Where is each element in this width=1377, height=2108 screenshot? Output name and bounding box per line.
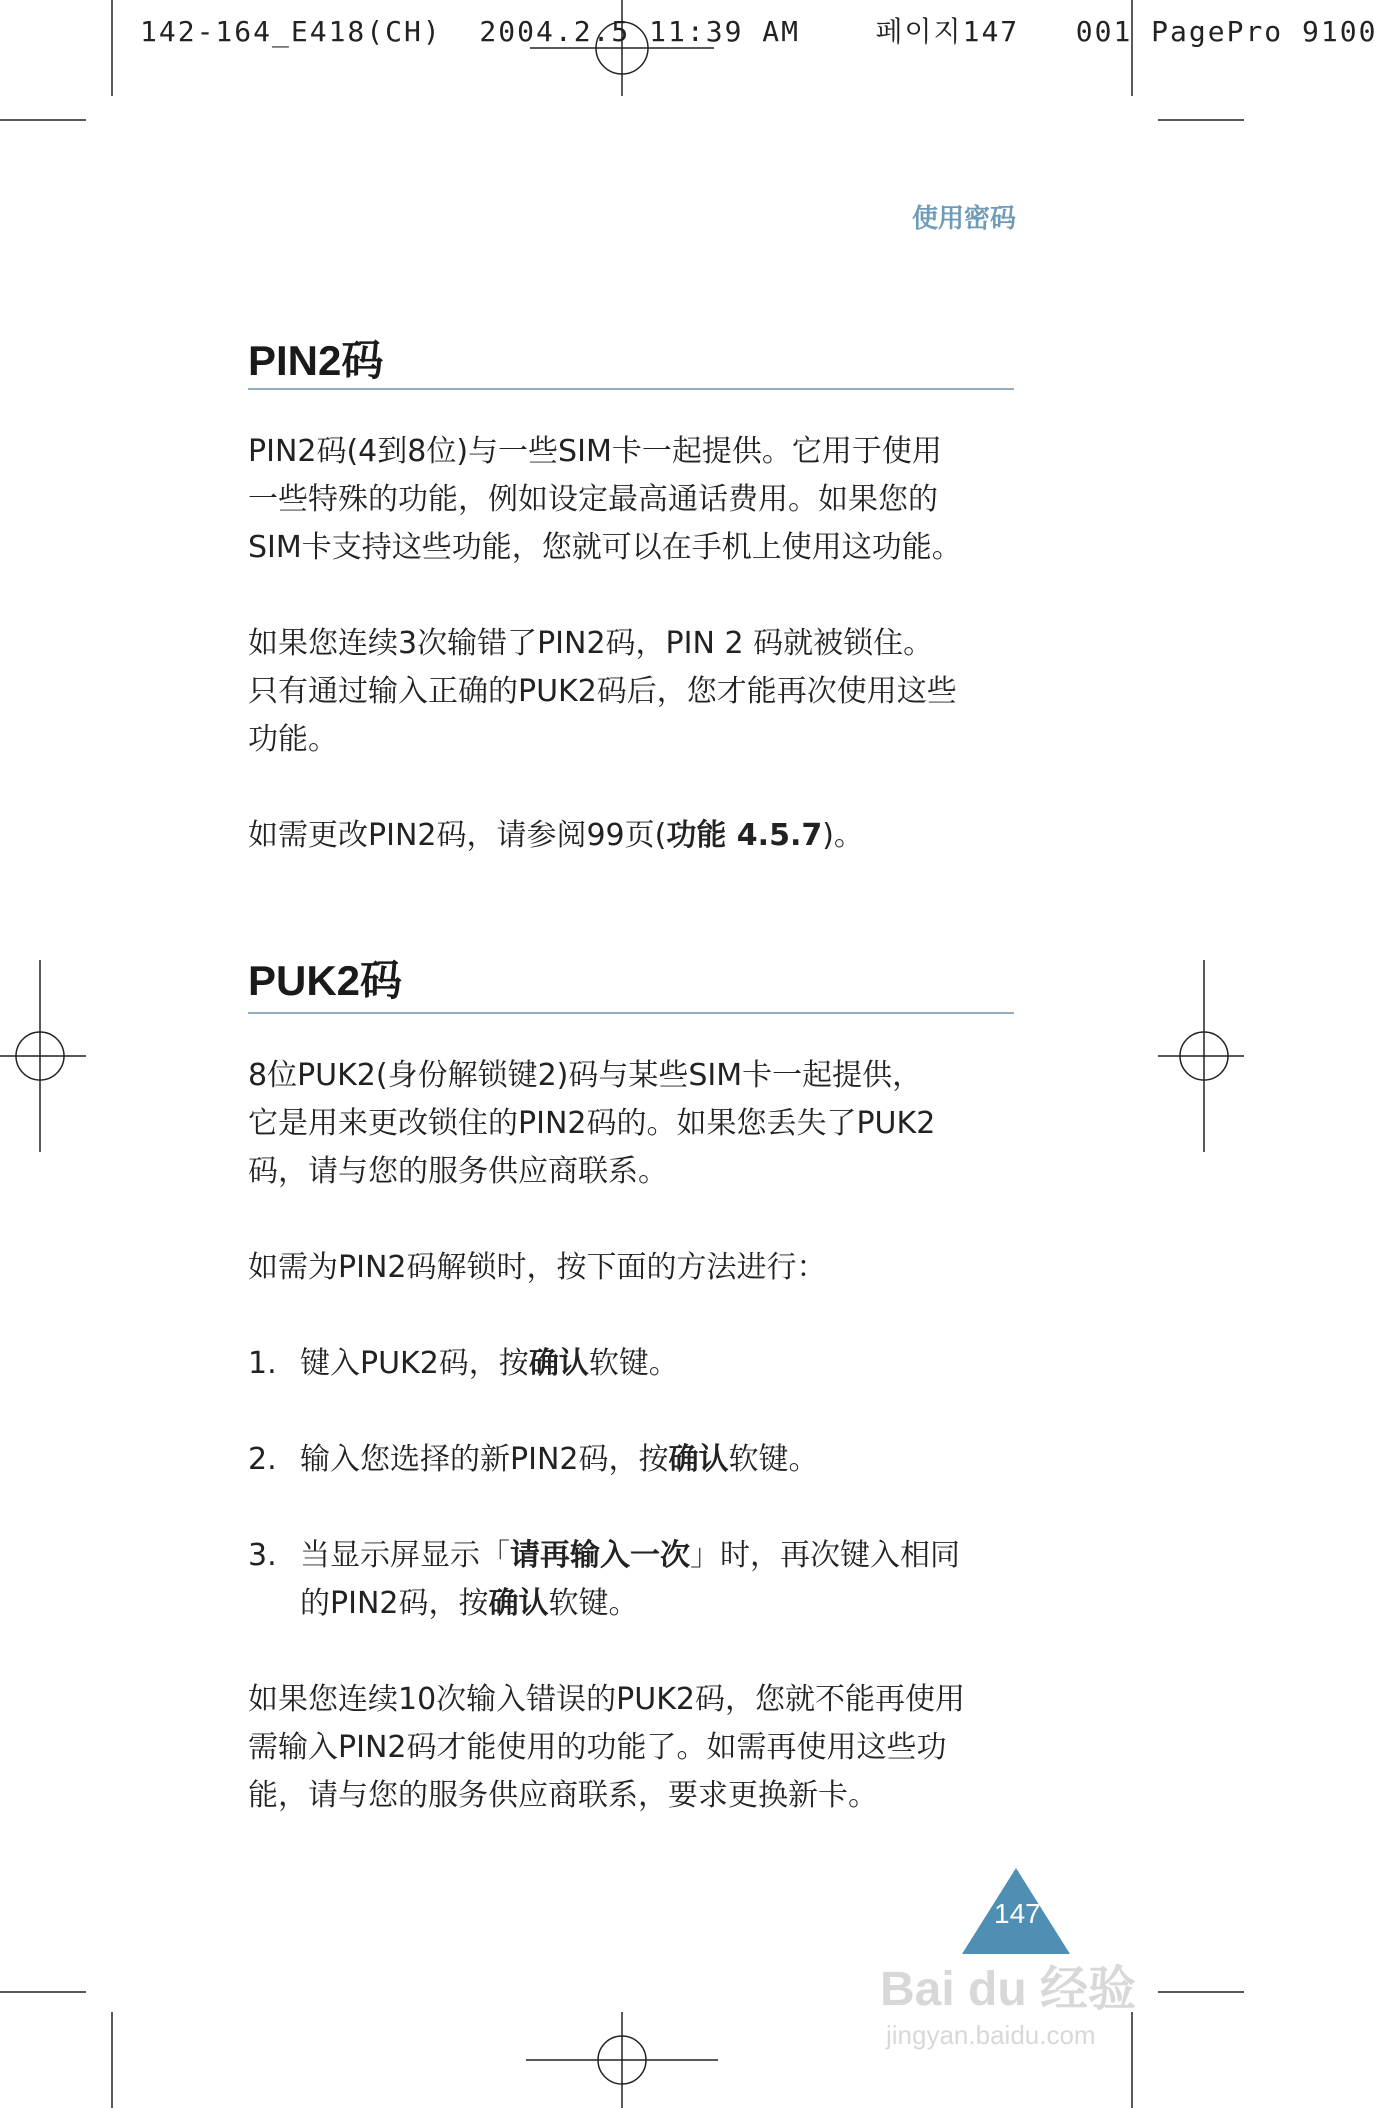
text-fragment: 如需更改PIN2码，请参阅99页( bbox=[248, 818, 667, 853]
paragraph-unlock-intro bbox=[248, 1244, 1018, 1292]
text-line: 一些特殊的功能，例如设定最高通话费用。如果您的 bbox=[248, 482, 938, 517]
step-2 bbox=[248, 1436, 1018, 1484]
watermark-logo: Bai du 经验 bbox=[880, 1963, 1137, 2016]
page-number: 147 bbox=[994, 1898, 1041, 1929]
softkey-label: 确认 bbox=[528, 1346, 589, 1381]
text-line: 只有通过输入正确的PUK2码后，您才能再次使用这些 bbox=[248, 674, 957, 709]
section-title-pin2: PIN2码 bbox=[248, 337, 384, 384]
paragraph-puk2-lock bbox=[248, 1676, 1018, 1820]
text-line: 需输入PIN2码才能使用的功能了。如需再使用这些功 bbox=[248, 1730, 947, 1765]
text-line: 如果您连续3次输错了PIN2码，PIN 2 码就被锁住。 bbox=[248, 626, 934, 661]
text-line: 码，请与您的服务供应商联系。 bbox=[248, 1154, 668, 1189]
softkey-label: 确认 bbox=[668, 1442, 729, 1477]
paragraph-pin2-change bbox=[248, 812, 1018, 860]
running-head: 使用密码 bbox=[912, 204, 1017, 234]
display-prompt: 请再输入一次 bbox=[510, 1538, 690, 1573]
step-number: 2. bbox=[248, 1442, 277, 1477]
softkey-label: 确认 bbox=[488, 1586, 549, 1621]
section-rule bbox=[248, 1012, 1014, 1014]
paragraph-pin2-intro bbox=[248, 428, 1018, 572]
watermark-url: jingyan.baidu.com bbox=[886, 2020, 1096, 2050]
text-line: 功能。 bbox=[248, 722, 338, 757]
text-line: 如果您连续10次输入错误的PUK2码，您就不能再使用 bbox=[248, 1682, 965, 1717]
step-number: 3. bbox=[248, 1538, 277, 1573]
paragraph-pin2-lock bbox=[248, 620, 1018, 764]
step-text: 的PIN2码，按 bbox=[300, 1586, 489, 1621]
text-line: SIM卡支持这些功能，您就可以在手机上使用这功能。 bbox=[248, 530, 962, 565]
print-header: 142-164_E418(CH) 2004.2.5 11:39 AM 페이지147 001 PagePro 9100 bbox=[140, 15, 1377, 48]
step-text: 键入PUK2码，按 bbox=[300, 1346, 529, 1381]
step-text: 软键。 bbox=[588, 1346, 679, 1381]
text-line: PIN2码(4到8位)与一些SIM卡一起提供。它用于使用 bbox=[248, 434, 942, 469]
step-text: 当显示屏显示「 bbox=[300, 1538, 510, 1573]
text-fragment: )。 bbox=[822, 818, 864, 853]
step-1 bbox=[248, 1340, 1018, 1388]
step-text: 」时，再次键入相同 bbox=[690, 1538, 960, 1573]
step-3 bbox=[248, 1532, 1018, 1628]
step-text: 软键。 bbox=[548, 1586, 639, 1621]
text-line: 它是用来更改锁住的PIN2码的。如果您丢失了PUK2 bbox=[248, 1106, 936, 1141]
step-text: 输入您选择的新PIN2码，按 bbox=[300, 1442, 669, 1477]
step-text: 软键。 bbox=[728, 1442, 819, 1477]
step-number: 1. bbox=[248, 1346, 277, 1381]
paragraph-puk2-intro bbox=[248, 1052, 1018, 1196]
text-line: 如需为PIN2码解锁时，按下面的方法进行： bbox=[248, 1250, 827, 1285]
section-rule bbox=[248, 388, 1014, 390]
section-title-puk2: PUK2码 bbox=[248, 957, 403, 1004]
function-reference: 功能 4.5.7 bbox=[666, 818, 823, 853]
text-line: 8位PUK2(身份解锁键2)码与某些SIM卡一起提供， bbox=[248, 1058, 923, 1093]
text-line: 能，请与您的服务供应商联系，要求更换新卡。 bbox=[248, 1778, 878, 1813]
